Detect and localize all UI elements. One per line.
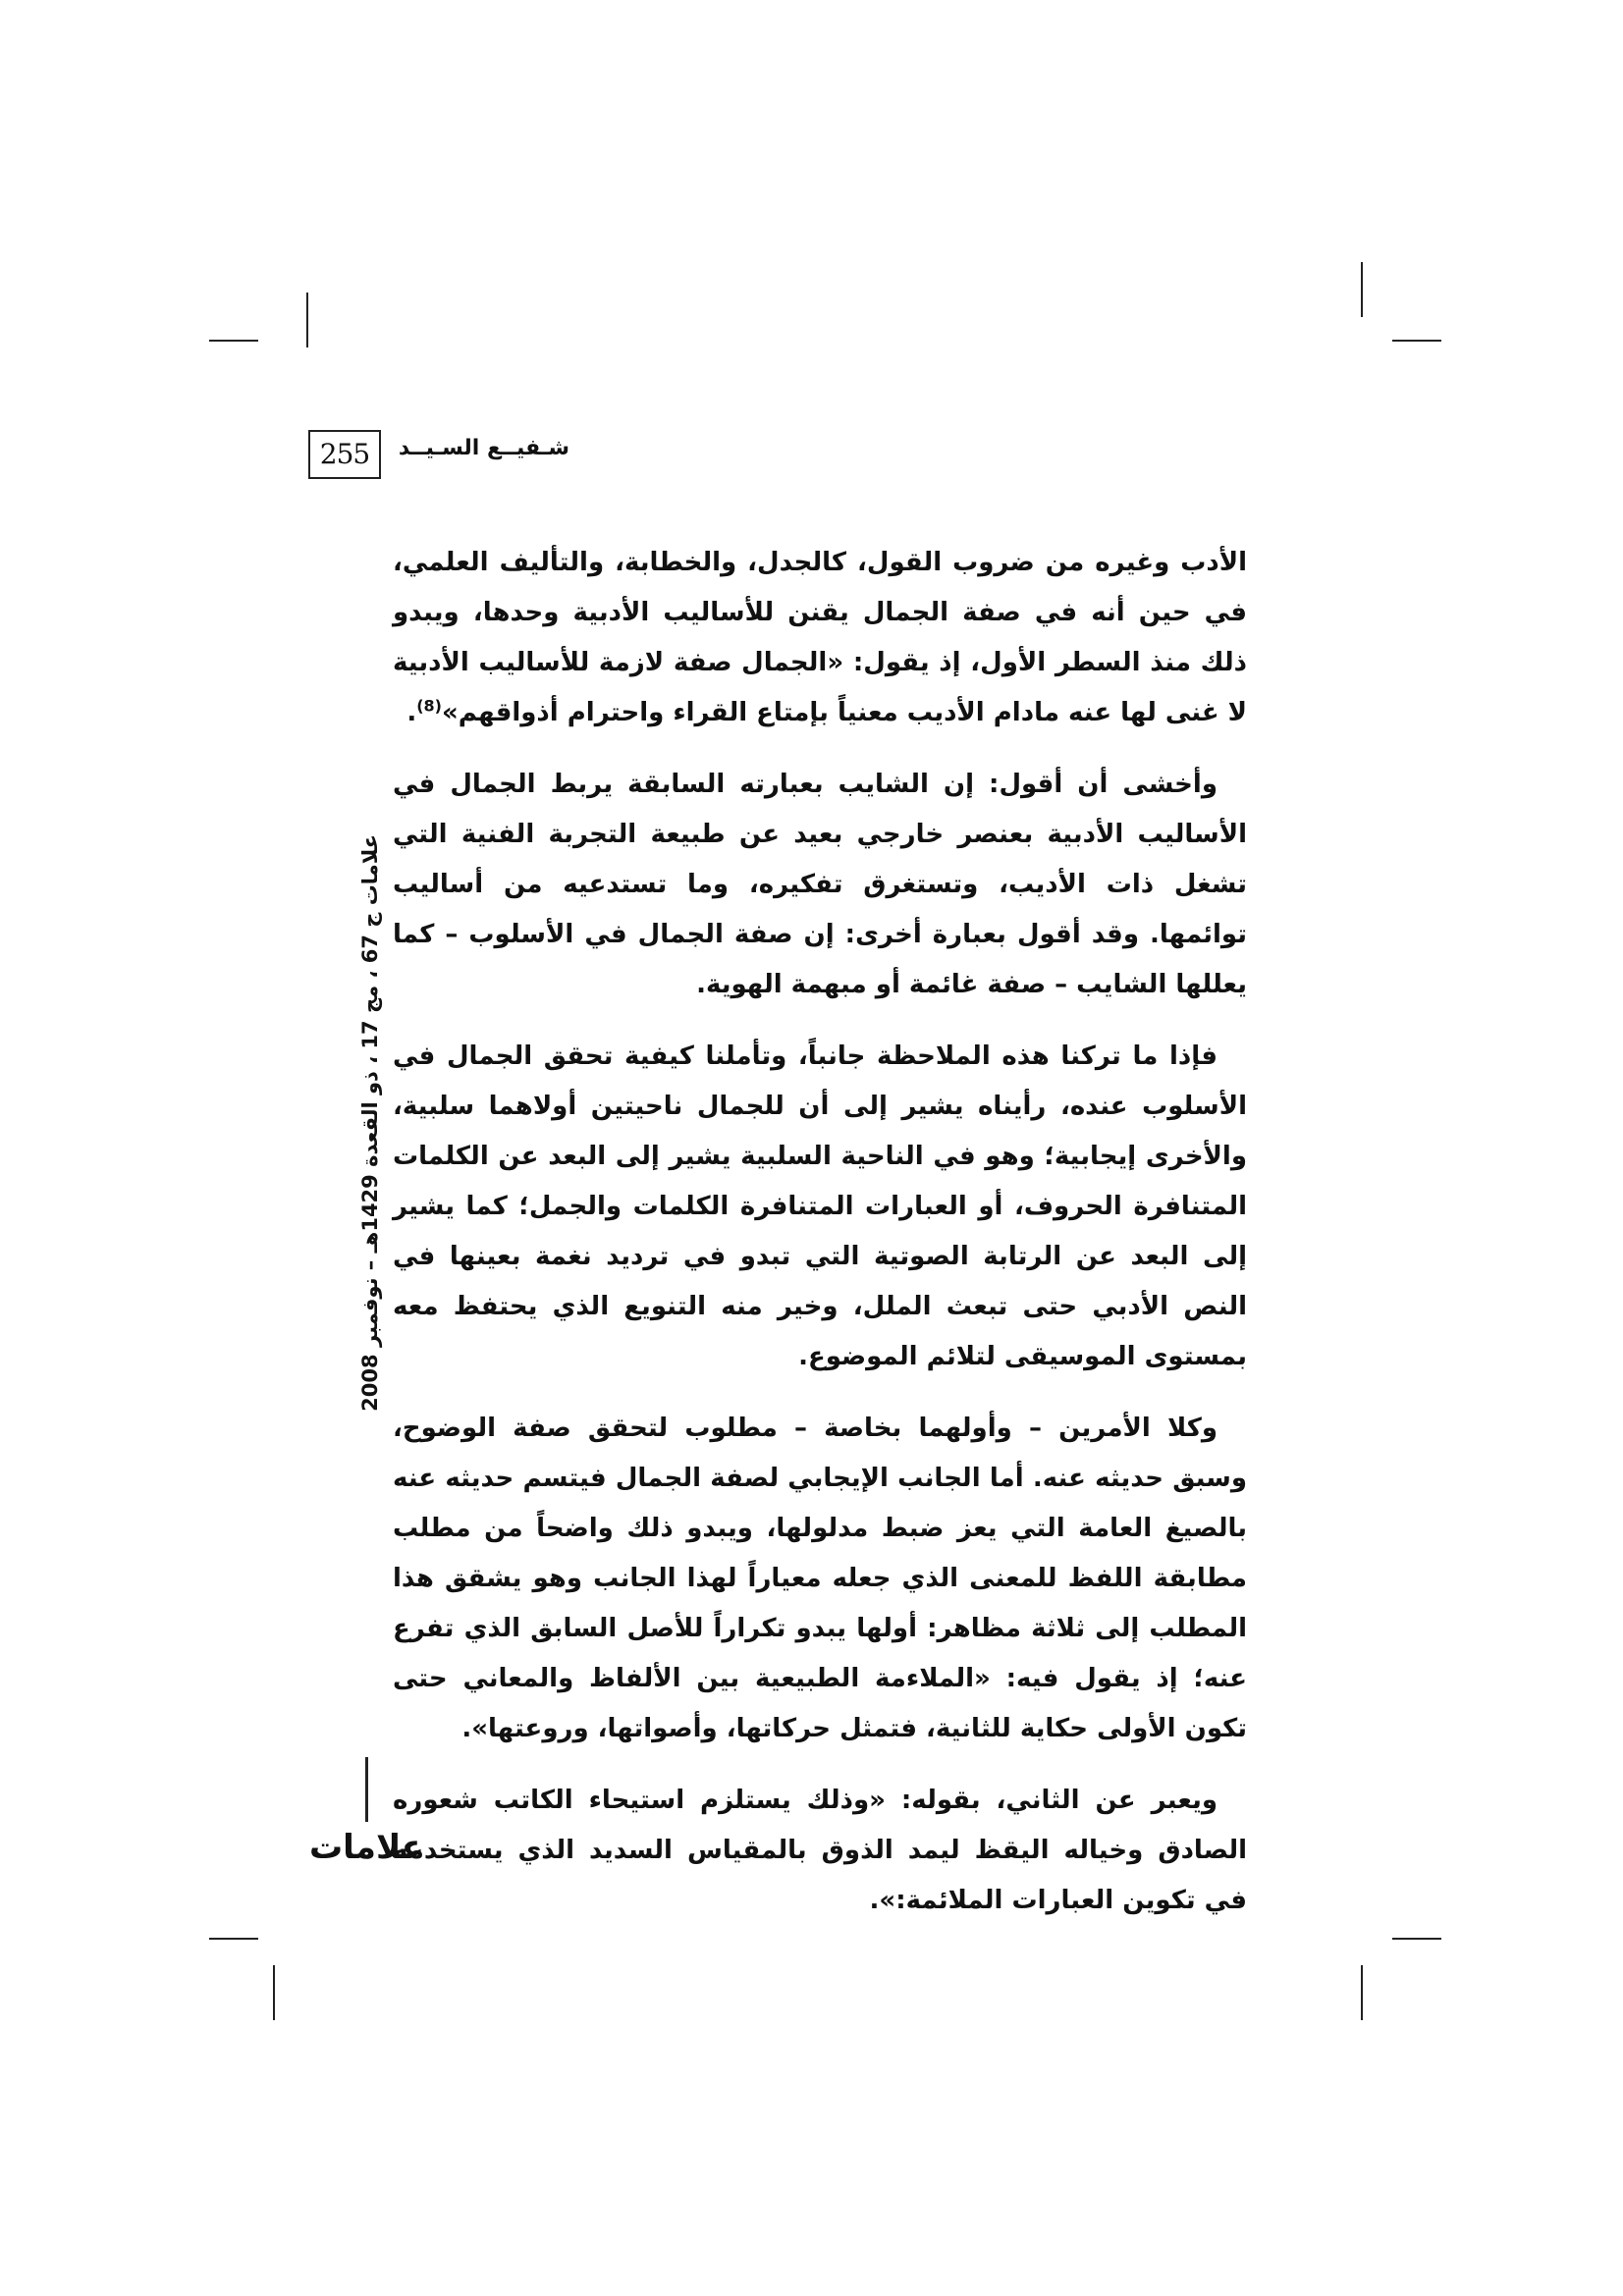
crop-mark [1392,340,1441,342]
crop-mark [1361,262,1363,317]
journal-logo: علامات [309,1828,425,1867]
article-body [393,538,1247,1948]
paragraph: فإذا ما تركنا هذه الملاحظة جانباً، وتأملنا كيفية تحقق الجمال في الأسلوب عنده، رأيناه يشير إلى أن للجمال ناحيتين أولاهما سلبية، والأخرى إيجابية؛ وهو في الناحية السلبية يشير إلى البعد عن الكلمات المتنافرة الحروف، أو العبارات المتنافرة الكلمات والجمل؛ كما يشير إلى البعد عن الرتابة الصوتية التي تبدو في ترديد نغمة بعينها في النص الأدبي حتى تبعث الملل، وخير منه التنويع الذي يحتفظ معه بمستوى الموسيقى لتلائم الموضوع. [393,1041,1247,1371]
paragraph: ويعبر عن الثاني، بقوله: «وذلك يستلزم استيحاء الكاتب شعوره الصادق وخياله اليقظ ليمد الذوق بالمقياس السديد الذي يستخدمه في تكوين العبارات الملائمة:». [393,1786,1247,1915]
crop-mark [273,1965,275,2020]
journal-issue-caption: علامات ج 67 ، مج 17 ، ذو القعدة 1429هـ – نوفمبر 2008 [358,834,382,1412]
paragraph-text: الأدب وغيره من ضروب القول، كالجدل، والخطابة، والتأليف العلمي، في حين أنه في صفة الجمال يقنن للأساليب الأدبية وحدها، ويبدو ذلك منذ السطر الأول، إذ يقول: «الجمال صفة لازمة للأساليب الأدبية لا غنى لها عنه مادام الأديب معنياً بإمتاع القراء واحترام أذواقهم» [393,548,1247,727]
crop-mark [306,293,308,347]
crop-mark [209,340,258,342]
paragraph: وكلا الأمرين – وأولهما بخاصة – مطلوب لتحقق صفة الوضوح، وسبق حديثه عنه. أما الجانب الإيجابي لصفة الجمال فيتسم حديثه عنه بالصيغ العامة التي يعز ضبط مدلولها، ويبدو ذلك واضحاً من مطلب مطابقة اللفظ للمعنى الذي جعله معياراً لهذا الجانب وهو يشقق هذا المطلب إلى ثلاثة مظاهر: أولها يبدو تكراراً للأصل السابق الذي تفرع عنه؛ إذ يقول فيه: «الملاءمة الطبيعية بين الألفاظ والمعاني حتى تكون الأولى حكاية للثانية، فتمثل حركاتها، وأصواتها، وروعتها». [393,1414,1247,1743]
running-head: شـفيــع السـيــد [398,436,569,460]
footnote-ref: (8) [416,696,442,716]
paragraph: وأخشى أن أقول: إن الشايب بعبارته السابقة يربط الجمال في الأساليب الأدبية بعنصر خارجي بعيد عن طبيعة التجربة الفنية التي تشغل ذات الأديب، وتستغرق تفكيره، وما تستدعيه من أساليب توائمها. وقد أقول بعبارة أخرى: إن صفة الجمال في الأسلوب – كما يعللها الشايب – صفة غائمة أو مبهمة الهوية. [393,770,1247,999]
crop-mark [209,1938,258,1940]
paragraph-end: . [406,698,417,727]
crop-mark [1392,1938,1441,1940]
crop-mark [1361,1965,1363,2020]
paragraph [393,538,1247,738]
page-number: 255 [308,430,381,479]
side-divider [365,1757,368,1822]
